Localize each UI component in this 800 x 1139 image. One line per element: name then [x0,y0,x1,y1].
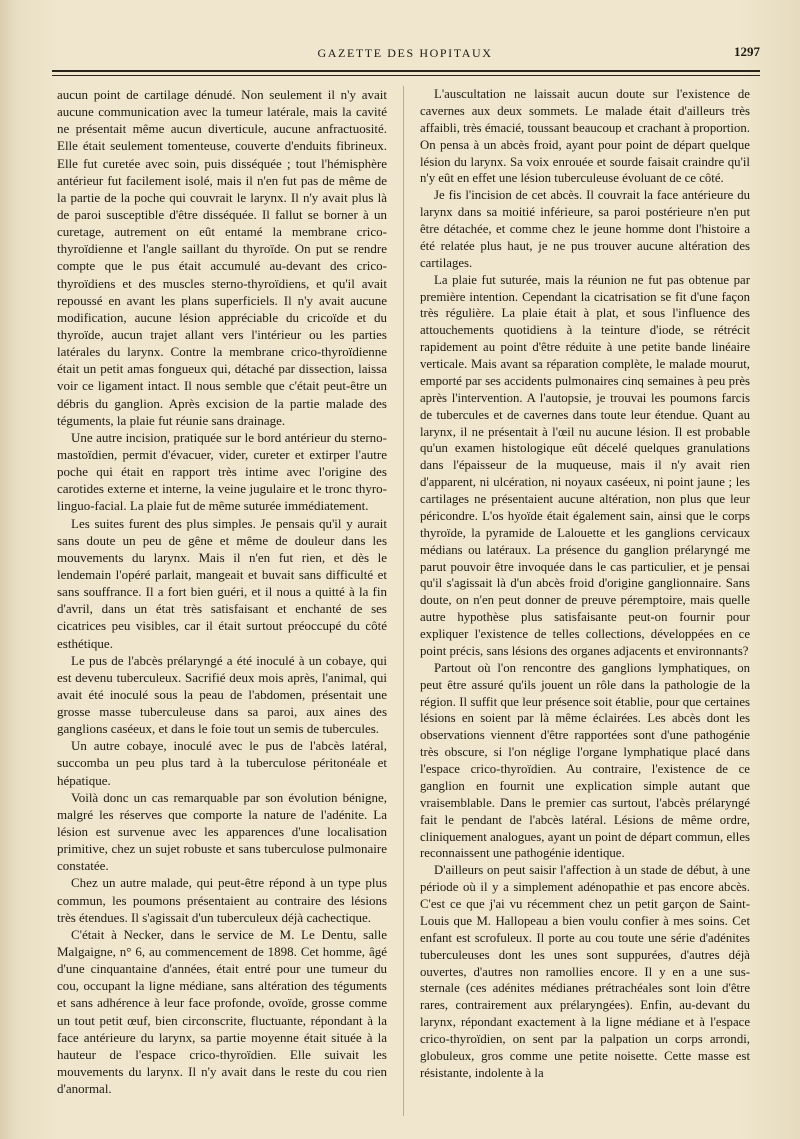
paragraph: Je fis l'incision de cet abcès. Il couvrait la face antérieure du larynx dans sa moitié inférieure, sa paroi postérieure n'en put être détachée, et comme chez le jeune homme dont l'histoire a été relatée plus haut, je ne pus trouver aucune altération des cartilages. [420,188,750,270]
paragraph: aucun point de cartilage dénudé. Non seulement il n'y avait aucune communication avec la tumeur latérale, mais la cavité ne présentait même aucun diverticule, aucune anfractuosité. Elle était seulement tomenteuse, couverte d'enduits fibrineux. Elle fut curetée avec soin, puis disséquée ; tout l'hémisphère antérieur fut facilement isolé, mais il n'en fut pas de même de la partie de la poche qui couvrait le larynx. Il n'y avait plus là de paroi susceptible d'être disséquée. Il fallut se borner à un curetage, autrement on eût entamé la membrane crico-thyroïdienne et l'angle saillant du thyroïde. On put se rendre compte que le pus était accumulé au-devant des crico-thyroïdiens et des muscles sterno-thyroïdiens, et qu'il avait repoussé en avant les plans superficiels. Il n'y avait aucune modification, aucune lésion appréciable du cricoïde et du thyroïde, aucun trajet allant vers l'intérieur ou les parties latérales du larynx. Contre la membrane crico-thyroïdienne était un petit amas fongueux qui, détaché par dissection, laissa voir ce ligament intact. Il nous semble que c'était peut-être un débris du ganglion. Après excision de la partie malade des téguments, la plaie fut réunie sans drainage. [57,87,387,428]
right-column [420,86,750,1082]
paragraph: Un autre cobaye, inoculé avec le pus de l'abcès latéral, succomba un peu plus tard à la tuberculose péritonéale et hépatique. [57,738,387,788]
running-title: GAZETTE DES HOPITAUX [317,46,493,60]
paragraph: Chez un autre malade, qui peut-être répond à un type plus commun, les poumons présentaient au contraire des lésions très étendues. Il s'agissait d'un tuberculeux déjà cachectique. [57,875,387,925]
paragraph: Le pus de l'abcès prélaryngé a été inoculé à un cobaye, qui est devenu tuberculeux. Sacrifié deux mois après, l'animal, qui avait été inoculé sous la peau de l'abdomen, présentait une grosse masse tuberculeuse dans sa paroi, aux aines des ganglions caséeux, et dans le foie tout un semis de tubercules. [57,652,387,737]
page-number: 1297 [734,44,760,59]
paragraph: La plaie fut suturée, mais la réunion ne fut pas obtenue par première intention. Cependant la cicatrisation se fit d'une façon très régulière. La plaie était à plat, et sous l'influence des attouchements quotidiens à la teinture d'iode, se rétrécit rapidement au point d'être réduite à une petite bande linéaire verticale. Mais avant sa réparation complète, le malade mourut, emporté par ses accidents pulmonaires cinq semaines à peu près après l'intervention. A l'autopsie, je trouvai les poumons farcis de tubercules et de cavernes dans toute leur étendue. Quant au larynx, il ne présentait à l'œil nu aucune lésion. Il est probable qu'un examen histologique eût décelé quelques granulations dans l'épaisseur de la muqueuse, mais il n'y avait rien d'apparent, ni ulcération, ni noyaux caséeux, ni point jaune ; les cartilages ne présentaient aucune altération, non plus que leur péricondre. L'os hyoïde était également sain, ainsi que le corps thyroïde, la pyramide de Lalouette et les ganglions cervicaux médians ou latéraux. La présence du ganglion prélaryngé me parut pouvoir être invoquée dans le cas particulier, et je pensai qu'il s'agissait là d'un abcès froid d'origine ganglionnaire. Sans doute, on n'en peut donner de preuve péremptoire, mais quelle autre hypothèse plus satisfaisante peut-on fournir pour expliquer l'existence de telles collections, développées en ce point précis, sans lésions des organes adjacents et environnants? [420,272,750,658]
header-rule-thin [52,75,760,76]
paragraph: C'était à Necker, dans le service de M. Le Dentu, salle Malgaigne, n° 6, au commencement de 1898. Cet homme, âgé d'une cinquantaine d'années, était entré pour une tumeur du cou, occupant la ligne médiane, sans altération des téguments et sans adhérence à leur face profonde, ovoïde, grosse comme un tout petit œuf, bien circonscrite, fluctuante, répondant à la face antérieure du larynx, sa partie moyenne était située à la hauteur de l'espace crico-thyroïdien. Elle suivait les mouvements du larynx. Il n'y avait dans le reste du cou rien d'anormal. [57,926,387,1097]
paragraph: D'ailleurs on peut saisir l'affection à un stade de début, à une période où il y a simplement adénopathie et pas encore abcès. C'est ce que j'ai vu récemment chez un petit garçon de Saint-Louis que M. Hallopeau a bien voulu confier à mes soins. Cet enfant est scrofuleux. Il porte au cou toute une série d'adénites tuberculeuses dont les unes sont suppurées, d'autres déjà ouvertes, d'autres non ramollies encore. Il y en a une sus-sternale (ces adénites médianes prétrachéales sont loin d'être rares, contrairement aux prélaryngées). Enfin, au-devant du larynx, répondant exactement à la ligne médiane et à l'espace crico-thyroïdien, on sent par la palpation un corps arrondi, globuleux, gros comme une petite noisette. Cette masse est résistante, indolente à la [420,863,750,1080]
header-rule-thick [52,70,760,72]
left-column [57,86,387,1097]
paragraph: Les suites furent des plus simples. Je pensais qu'il y aurait sans doute un peu de gêne et même de douleur dans les mouvements du larynx. Mais il n'en fut rien, et dès le lendemain l'opéré parlait, mangeait et buvait sans difficulté et sans souffrance. Il a fort bien guéri, et il nous a quitté à la fin d'avril, dans un état très satisfaisant et enchanté de ses cicatrices peu visibles, car il était surtout préoccupé du côté esthétique. [57,515,387,651]
paragraph: L'auscultation ne laissait aucun doute sur l'existence de cavernes aux deux sommets. Le malade était d'ailleurs très affaibli, très émacié, toussant beaucoup et crachant à proportion. On pensa à un abcès froid, ayant pour point de départ quelque lésion du larynx. Sa voix enrouée et sourde faisait craindre qu'il n'y eût en effet une lésion tuberculeuse évoluant de ce côté. [420,87,750,186]
page-header [50,40,760,64]
paragraph: Une autre incision, pratiquée sur le bord antérieur du sterno-mastoïdien, permit d'évacuer, vider, cureter et extirper l'autre poche qui était en rapport très intime avec l'origine des carotides externe et interne, la veine jugulaire et le tronc thyro-linguo-facial. La plaie fut de même suturée immédiatement. [57,429,387,514]
paragraph: Voilà donc un cas remarquable par son évolution bénigne, malgré les réserves que comporte la nature de l'adénite. La lésion est survenue avec les apparences d'une localisation primitive, chez un sujet robuste et sans tuberculose pulmonaire constatée. [57,789,387,874]
column-divider [403,86,404,1116]
paragraph: Partout où l'on rencontre des ganglions lymphatiques, on peut être assuré qu'ils jouent un rôle dans la pathologie de la région. Il suffit que leur présence soit établie, pour que certaines lésions en soient par là même éclairées. Les abcès dont les observations viennent d'être rapportées sont d'une pathogénie très obscure, si l'on néglige l'organe lymphatique placé dans l'espace crico-thyroïdien. Au contraire, l'existence de ce ganglion en fournit une explication simple autant que vraisemblable. Dans le premier cas surtout, l'abcès prélaryngé fait le pendant de l'abcès latéral. Lésions de même ordre, cliniquement analogues, ayant un point de départ commun, elles reconnaissent une pathogénie identique. [420,660,750,861]
